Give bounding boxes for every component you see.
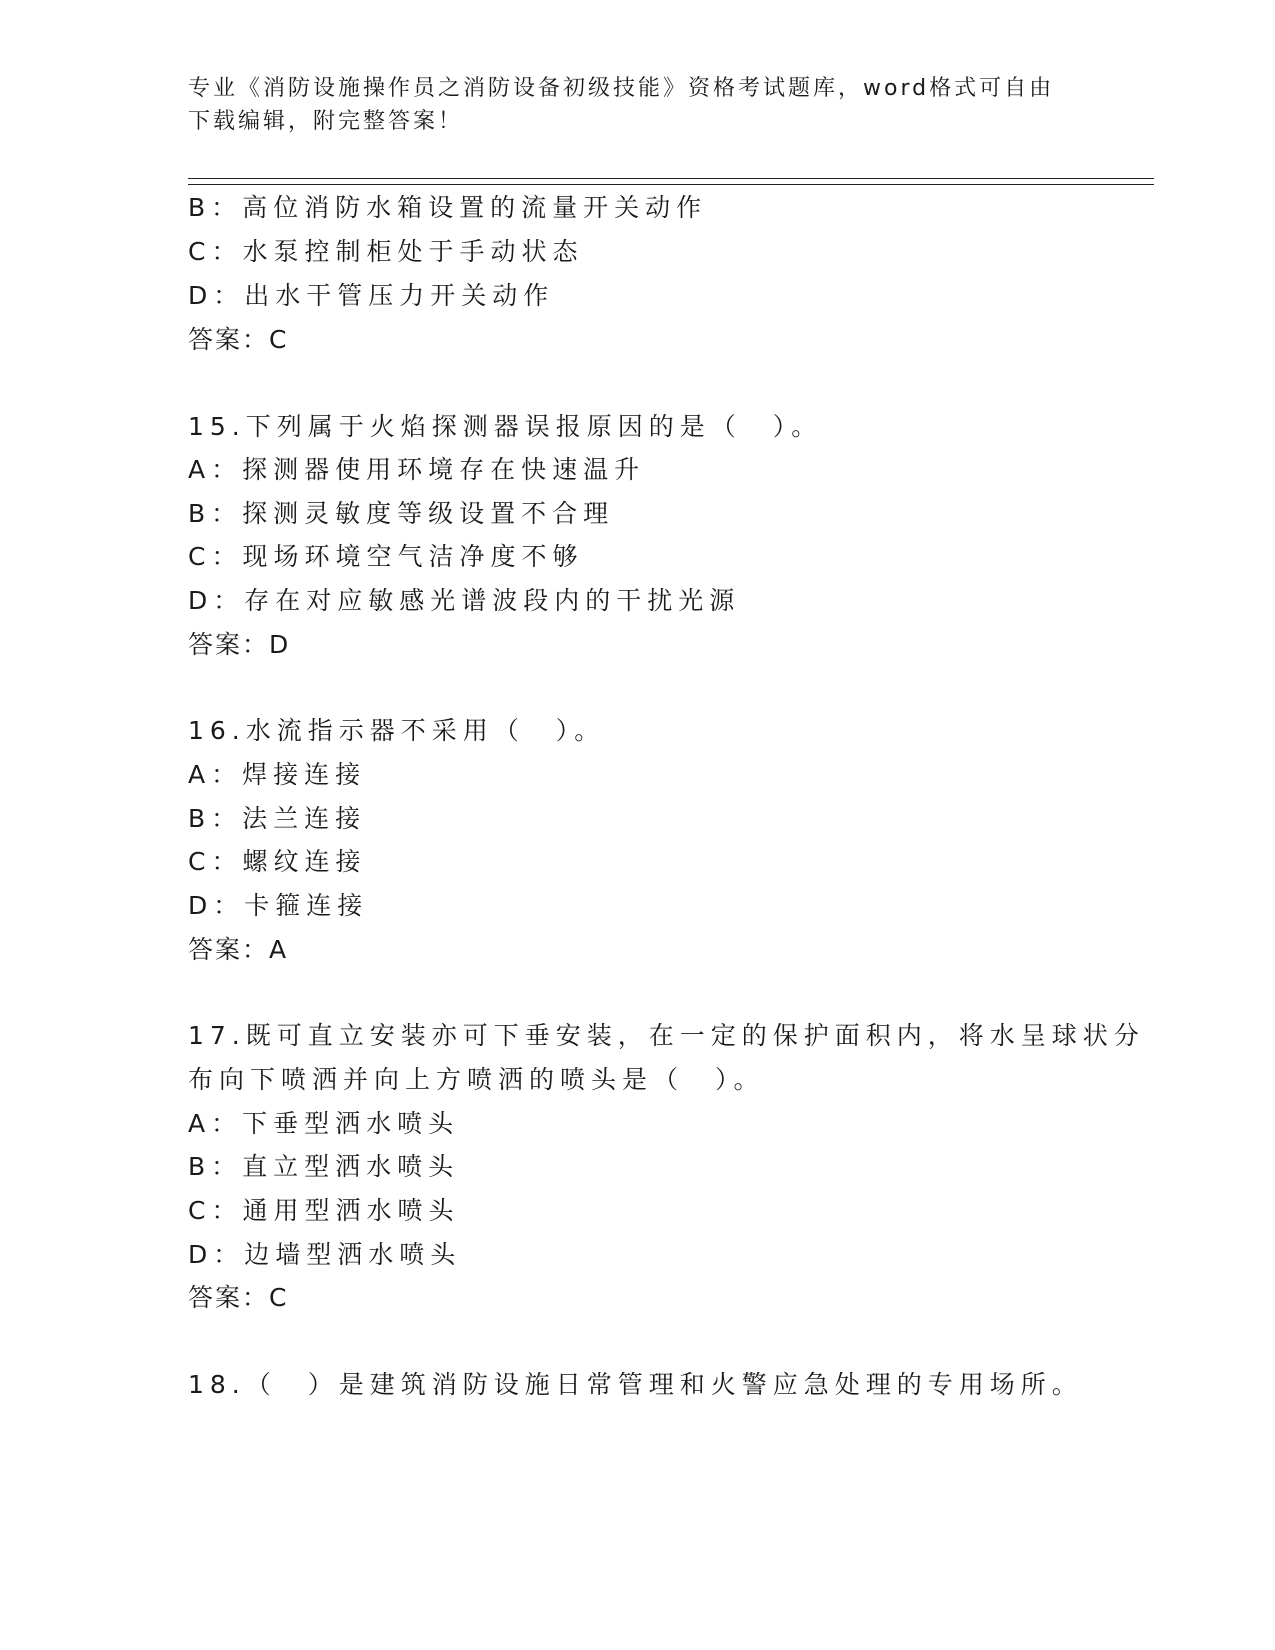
option-d: D：边墙型洒水喷头 <box>188 1240 462 1269</box>
answer: 答案：A <box>188 935 289 964</box>
option-b: B：直立型洒水喷头 <box>188 1152 460 1181</box>
answer: 答案：D <box>188 630 291 659</box>
question-stem: 15.下列属于火焰探测器误报原因的是（ ）。 <box>188 412 823 441</box>
document-header: 专业《消防设施操作员之消防设备初级技能》资格考试题库，word格式可自由下载编辑，附完整答案！ <box>188 76 1055 134</box>
question-stem-line1: 17.既可直立安装亦可下垂安装，在一定的保护面积内，将水呈球状分 <box>188 1021 1145 1050</box>
option-c: C：螺纹连接 <box>188 847 367 876</box>
option-d: D：存在对应敏感光谱波段内的干扰光源 <box>188 586 741 615</box>
option-b: B：探测灵敏度等级设置不合理 <box>188 499 615 528</box>
option-c: C：现场环境空气洁净度不够 <box>188 542 584 571</box>
option-c: C：水泵控制柜处于手动状态 <box>188 237 584 266</box>
question-stem-line2: 布向下喷洒并向上方喷洒的喷头是（ ）。 <box>188 1065 765 1094</box>
answer: 答案：C <box>188 325 289 354</box>
option-b: B：高位消防水箱设置的流量开关动作 <box>188 193 708 222</box>
option-a: A：探测器使用环境存在快速温升 <box>188 455 646 484</box>
option-a: A：焊接连接 <box>188 760 367 789</box>
option-d: D：出水干管压力开关动作 <box>188 281 555 310</box>
question-stem: 18.（ ）是建筑消防设施日常管理和火警应急处理的专用场所。 <box>188 1370 1083 1399</box>
header-rule-bottom <box>188 184 1154 185</box>
question-stem: 16.水流指示器不采用（ ）。 <box>188 716 606 745</box>
option-c: C：通用型洒水喷头 <box>188 1196 460 1225</box>
answer: 答案：C <box>188 1283 289 1312</box>
option-d: D：卡箍连接 <box>188 891 369 920</box>
option-b: B：法兰连接 <box>188 804 367 833</box>
header-rule-top <box>188 178 1154 179</box>
option-a: A：下垂型洒水喷头 <box>188 1109 460 1138</box>
